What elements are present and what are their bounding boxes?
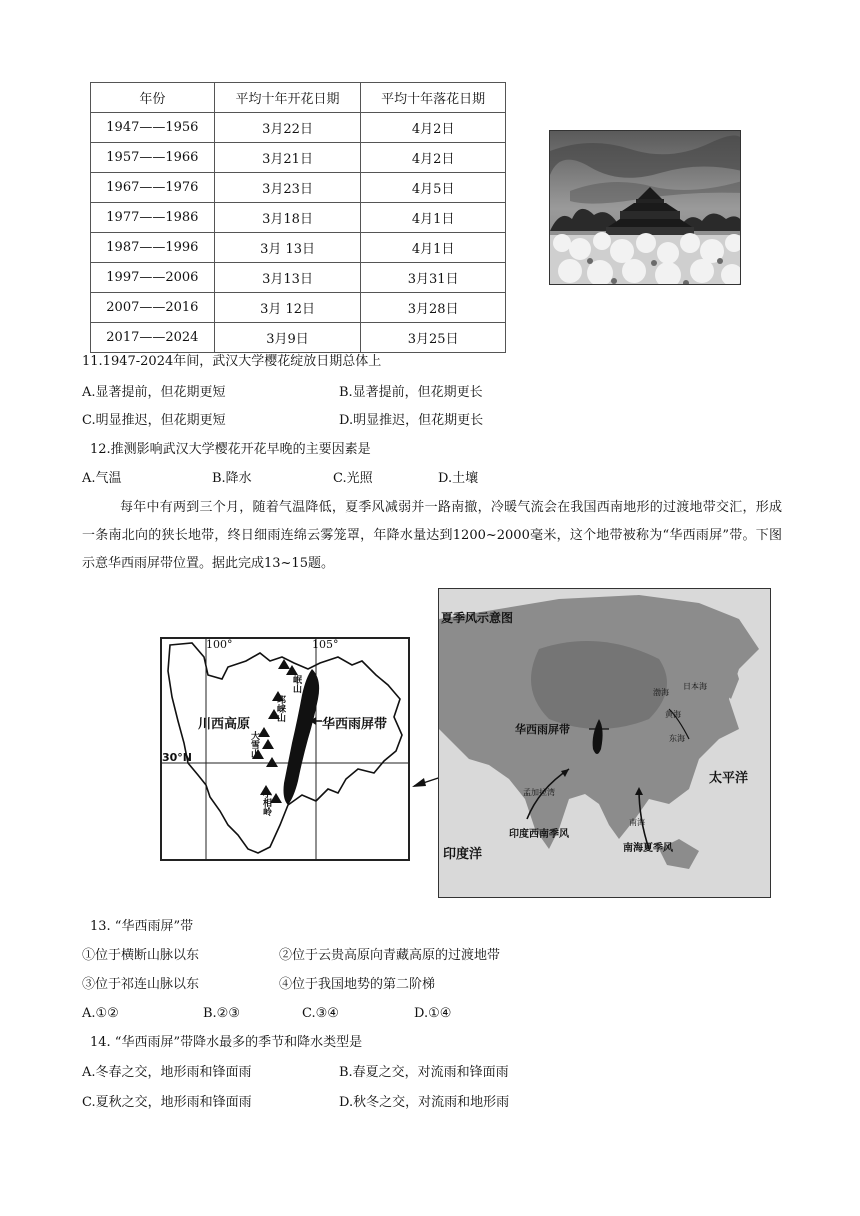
lon-105-label: 105°	[312, 638, 339, 651]
yellow-sea-label: 黄海	[665, 710, 681, 719]
cell-bloom: 3月 12日	[214, 293, 361, 323]
summer-monsoon-map	[438, 588, 771, 898]
tibet-plateau-shade	[531, 641, 667, 729]
q13-option-b: B.②③	[203, 1006, 240, 1021]
table-row	[91, 293, 506, 323]
cell-bloom: 3月 13日	[214, 233, 361, 263]
q14-option-a: A.冬春之交，地形雨和锋面雨	[82, 1065, 252, 1080]
mtn-qionglai-label: 邛崃山	[275, 695, 285, 722]
header-year: 年份	[91, 83, 215, 113]
cell-year: 2007——2016	[91, 293, 215, 323]
province-outline	[168, 643, 402, 853]
map-left-drawing	[162, 639, 408, 859]
cell-bloom: 3月22日	[214, 113, 361, 143]
lat-30-label: 30°N	[162, 751, 193, 764]
q13-statement-4: ④位于我国地势的第二阶梯	[279, 977, 436, 992]
table-row	[91, 233, 506, 263]
table-row	[91, 323, 506, 353]
q13-statement-2: ②位于云贵高原向青藏高原的过渡地带	[279, 948, 501, 963]
map-right-drawing	[439, 589, 771, 898]
pacific-label: 太平洋	[709, 771, 749, 786]
mtn-xiaoxiang-label: 小相岭	[261, 789, 271, 816]
belt-label-right: 华西雨屏带	[515, 723, 570, 736]
q11-option-c: C.明显推迟，但花期更短	[82, 413, 226, 428]
cell-fall: 3月28日	[361, 293, 506, 323]
cell-fall: 4月5日	[361, 173, 506, 203]
mtn-daxue-label: 大雪山	[249, 731, 259, 758]
cell-year: 2017——2024	[91, 323, 215, 353]
belt-label: 华西雨屏带	[322, 717, 388, 732]
table-row	[91, 143, 506, 173]
passage: 每年中有两到三个月，随着气温降低，夏季风减弱并一路南撤，冷暖气流会在我国西南地形的过渡地带交汇，形成一条南北向的狭长地带，终日细雨连绵云雾笼罩，年降水量达到1200~2000毫米，这个地带被称为“华西雨屏”带。下图示意华西雨屏带位置。据此完成13~15题。	[82, 500, 782, 571]
cell-year: 1977——1986	[91, 203, 215, 233]
cell-year: 1967——1976	[91, 173, 215, 203]
table-row	[91, 113, 506, 143]
table-header-row	[91, 83, 506, 113]
japan-sea-label: 日本海	[683, 682, 707, 691]
q13-option-c: C.③④	[302, 1006, 339, 1021]
cell-year: 1997——2006	[91, 263, 215, 293]
huaxi-rain-screen-map	[160, 637, 410, 861]
q13-statement-3: ③位于祁连山脉以东	[82, 977, 200, 992]
cell-fall: 3月31日	[361, 263, 506, 293]
mtn-minshan-label: 岷山	[291, 675, 301, 693]
q13-option-a: A.①②	[82, 1006, 119, 1021]
cell-fall: 4月2日	[361, 113, 506, 143]
q11-option-a: A.显著提前，但花期更短	[82, 385, 226, 400]
header-fall: 平均十年落花日期	[361, 83, 506, 113]
photo-illustration	[550, 131, 741, 285]
se-monsoon-label: 南海夏季风	[623, 843, 673, 854]
cell-year: 1947——1956	[91, 113, 215, 143]
q13-option-d: D.①④	[414, 1006, 452, 1021]
cell-bloom: 3月21日	[214, 143, 361, 173]
map-right-title: 夏季风示意图	[441, 611, 514, 625]
cell-fall: 4月1日	[361, 203, 506, 233]
bloom-date-table	[90, 82, 506, 353]
sichuan-plateau-label: 川西高原	[198, 717, 251, 732]
lon-100-label: 100°	[206, 638, 233, 651]
cell-bloom: 3月13日	[214, 263, 361, 293]
q14-stem: 14. “华西雨屏”带降水最多的季节和降水类型是	[90, 1035, 363, 1050]
q11-stem: 11.1947-2024年间，武汉大学樱花绽放日期总体上	[82, 354, 382, 369]
q12-option-b: B.降水	[212, 471, 252, 486]
cell-bloom: 3月18日	[214, 203, 361, 233]
sw-monsoon-label: 印度西南季风	[509, 829, 569, 840]
q13-stem: 13. “华西雨屏”带	[90, 919, 194, 934]
cherry-blossom-photo	[549, 130, 741, 285]
cell-fall: 4月1日	[361, 233, 506, 263]
table-row	[91, 203, 506, 233]
q13-statement-1: ①位于横断山脉以东	[82, 948, 200, 963]
cell-fall: 4月2日	[361, 143, 506, 173]
q12-option-c: C.光照	[333, 471, 373, 486]
table-row	[91, 263, 506, 293]
cell-year: 1987——1996	[91, 233, 215, 263]
bohai-label: 渤海	[653, 688, 669, 697]
header-bloom: 平均十年开花日期	[214, 83, 361, 113]
q12-option-d: D.土壤	[438, 471, 479, 486]
q11-option-b: B.显著提前，但花期更长	[339, 385, 483, 400]
table-row	[91, 173, 506, 203]
cell-fall: 3月25日	[361, 323, 506, 353]
cell-bloom: 3月9日	[214, 323, 361, 353]
q11-option-d: D.明显推迟，但花期更长	[339, 413, 484, 428]
cell-year: 1957——1966	[91, 143, 215, 173]
bengal-label: 孟加拉湾	[523, 788, 555, 797]
q14-option-b: B.春夏之交，对流雨和锋面雨	[339, 1065, 509, 1080]
indian-ocean-label: 印度洋	[443, 847, 483, 862]
q12-option-a: A.气温	[82, 471, 122, 486]
south-sea-label: 南海	[629, 818, 645, 827]
east-sea-label: 东海	[669, 734, 685, 743]
q12-stem: 12.推测影响武汉大学樱花开花早晚的主要因素是	[90, 442, 371, 457]
cell-bloom: 3月23日	[214, 173, 361, 203]
q14-option-d: D.秋冬之交，对流雨和地形雨	[339, 1095, 510, 1110]
q14-option-c: C.夏秋之交，地形雨和锋面雨	[82, 1095, 252, 1110]
